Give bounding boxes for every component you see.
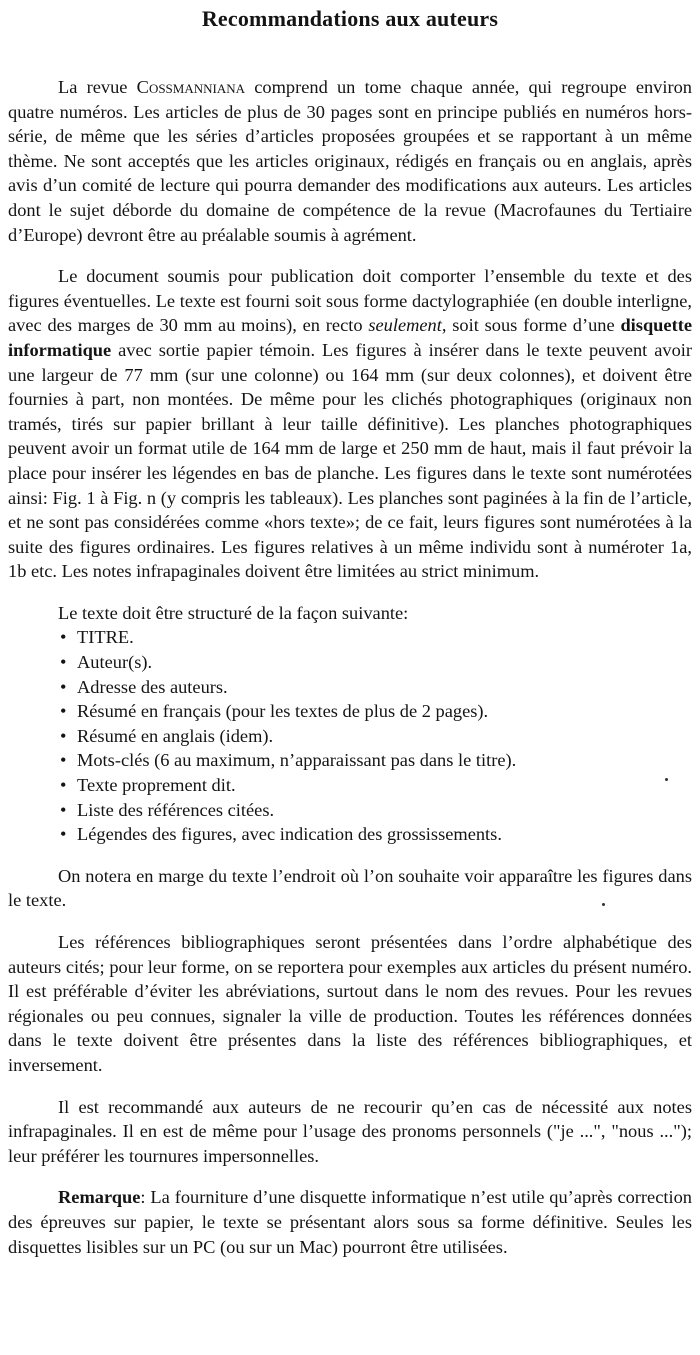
list-item: • Liste des références citées. <box>60 798 692 823</box>
list-item: • Résumé en anglais (idem). <box>60 724 692 749</box>
bold-term: disquette informatique <box>8 315 692 360</box>
bullet-icon: • <box>60 775 67 796</box>
remark-text: : La fourniture d’une disquette informatique n’est utile qu’après correction des épreuves sur papier, le texte se présentant alors sous sa forme définitive. Seules les disquettes lisibles sur un PC (ou sur un Mac) pourront être utilisées. <box>8 1187 692 1257</box>
list-item: • Texte proprement dit. <box>60 773 692 798</box>
structure-list <box>8 625 692 846</box>
paragraph-text-b: , soit sous forme d’une <box>441 315 621 336</box>
italic-term: seulement <box>368 315 442 336</box>
bullet-icon: • <box>60 701 67 722</box>
list-item: • Mots-clés (6 au maximum, n’apparaissant pas dans le titre). <box>60 748 692 773</box>
paragraph-figures-margin: On notera en marge du texte l’endroit où l’on souhaite voir apparaître les figures dans le texte. <box>8 865 692 911</box>
paragraph-lead: La revue <box>58 77 137 97</box>
paragraph-footnotes: Il est recommandé aux auteurs de ne recourir qu’en cas de nécessité aux notes infrapaginales. Il en est de même pour l’usage des pronoms personnels ("je ...", "nous ..."); leur préférer les tournures impersonnelles. <box>8 1096 692 1166</box>
page-title: Recommandations aux auteurs <box>201 6 499 31</box>
list-item: • Légendes des figures, avec indication des grossissements. <box>60 822 692 847</box>
list-item: • TITRE. <box>60 625 692 650</box>
paragraph-text-c: avec sortie papier témoin. Les figures à insérer dans le texte peuvent avoir une largeur de 77 mm (sur une colonne) ou 164 mm (sur deux colonnes), et doivent être fournies à part, non montées. De même pour les clichés photographiques (originaux non tramés, tirés sur papier brillant à leur taille définitive). Les planches photographiques peuvent avoir un format utile de 164 mm de large et 250 mm de haut, mais il faut prévoir la place pour insérer les légendes en bas de planche. Les figures dans le texte sont numérotées ainsi: Fig. 1 à Fig. n (y compris les tableaux). Les planches sont paginées à la fin de l’article, et ne sont pas considérées comme «hors texte»; de ce fait, leurs figures sont numérotées à la suite des figures ordinaires. Les figures relatives à un même individu sont à numéroter 1a, 1b etc. Les notes infrapaginales doivent être limitées au strict minimum. <box>8 339 692 582</box>
paragraph-text: comprend un tome chaque année, qui regroupe environ quatre numéros. Les articles de plus de 30 pages sont en principe publiés en numéros hors-série, de même que les séries d’articles proposées groupées et se rapportant à un même thème. Ne sont acceptés que les articles originaux, rédigés en français ou en anglais, après avis d’un comité de lecture qui pourra demander des modifications aux auteurs. Les articles dont le sujet déborde du domaine de compétence de la revue (Macrofaunes du Tertiaire d’Europe) devront être au préalable soumis à agrément. <box>8 77 692 245</box>
list-intro: Le texte doit être structuré de la façon suivante: <box>58 602 409 623</box>
list-item: • Résumé en français (pour les textes de plus de 2 pages). <box>60 699 692 724</box>
bullet-icon: • <box>60 652 67 673</box>
bullet-icon: • <box>60 750 67 771</box>
remark-label: Remarque <box>58 1187 141 1208</box>
bullet-icon: • <box>60 676 67 697</box>
paragraph-text-a: Le document soumis pour publication doit comporter l’ensemble du texte et des figures éventuelles. Le texte est fourni soit sous forme dactylographiée (en double interligne, avec des marges de 30 mm au moins), en recto <box>8 266 692 336</box>
scan-speck <box>602 903 605 906</box>
list-item: • Auteur(s). <box>60 650 692 675</box>
paragraph-submission <box>8 264 692 584</box>
scan-speck <box>665 778 668 781</box>
journal-name: Cossmanniana <box>136 77 246 97</box>
paragraph-remark <box>8 1185 692 1259</box>
list-item: • Adresse des auteurs. <box>60 675 692 700</box>
paragraph-journal-description <box>8 75 692 247</box>
bullet-icon: • <box>60 824 67 845</box>
paragraph-references: Les références bibliographiques seront présentées dans l’ordre alphabétique des auteurs cités; pour leur forme, on se reportera pour exemples aux articles du présent numéro. Il est préférable d’éviter les abréviations, surtout dans le nom des revues. Pour les revues régionales ou peu connues, signaler la ville de production. Toutes les références données dans le texte doivent être présentes dans la liste des références bibliographiques, et inversement. <box>8 932 692 1075</box>
bullet-icon: • <box>60 627 67 648</box>
bullet-icon: • <box>60 799 67 820</box>
bullet-icon: • <box>60 725 67 746</box>
